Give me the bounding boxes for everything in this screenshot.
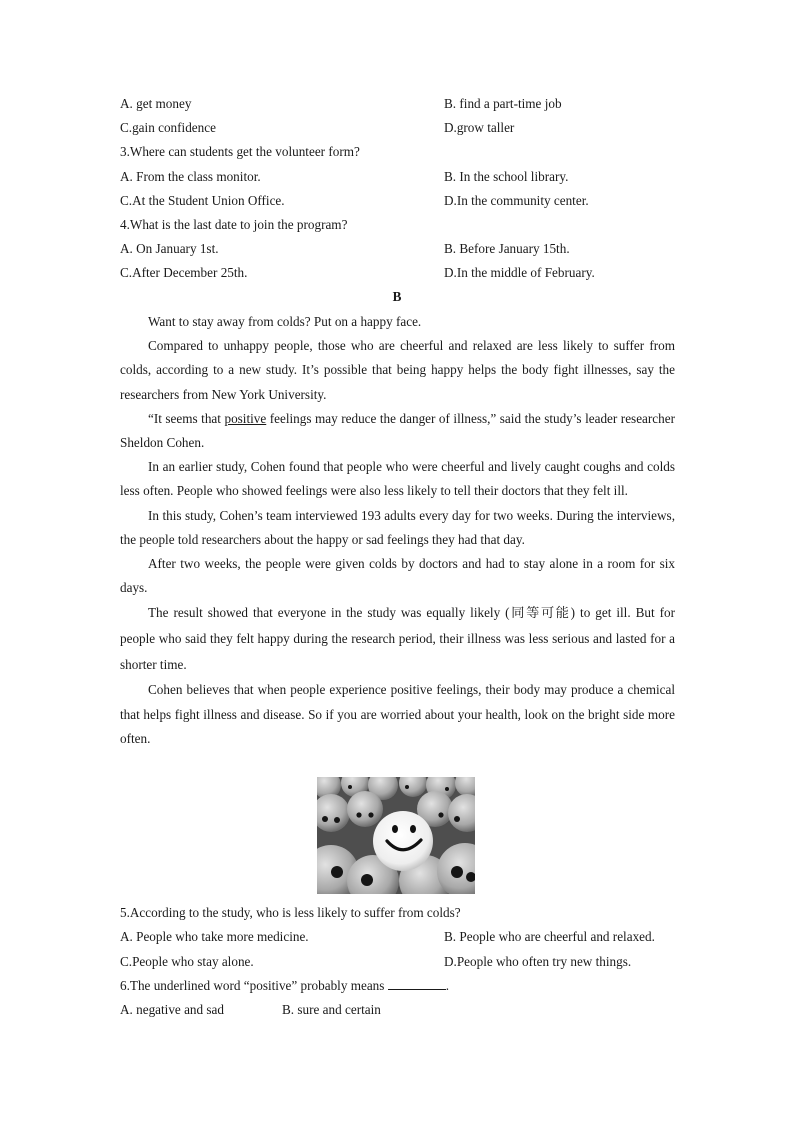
- paragraph-3-start: “It seems that: [148, 410, 225, 426]
- q5-option-d: D.People who often try new things.: [444, 954, 632, 969]
- q5-option-b: B. People who are cheerful and relaxed.: [444, 929, 655, 944]
- passage-paragraph-3: [120, 407, 675, 455]
- q2-option-c: C.gain confidence: [120, 120, 216, 135]
- q2-options-row-1: [120, 92, 675, 116]
- passage-paragraph-6: After two weeks, the people were given colds by doctors and had to stay alone in a room for six days.: [120, 556, 675, 596]
- q3-option-c: C.At the Student Union Office.: [120, 193, 285, 208]
- passage-paragraph-5: In this study, Cohen’s team interviewed 193 adults every day for two weeks. During the interviews, the people told researchers about the happy or sad feelings they had that day.: [120, 507, 675, 547]
- q6-question-text: 6.The underlined word “positive” probably means: [120, 978, 388, 993]
- q2-option-d: D.grow taller: [444, 120, 515, 135]
- q4-options-row-1: [120, 237, 675, 261]
- underlined-word-positive: positive: [224, 410, 267, 426]
- q3-option-d: D.In the community center.: [444, 193, 589, 208]
- q2-option-a: A. get money: [120, 96, 192, 111]
- q4-question: 4.What is the last date to join the program?: [120, 217, 348, 232]
- section-heading: B: [392, 289, 402, 304]
- smiley-face-balls-icon: [317, 777, 475, 894]
- q3-option-b: B. In the school library.: [444, 169, 569, 184]
- smiley-face-photo: [317, 777, 475, 894]
- q5-options-row-1: [120, 925, 675, 949]
- reading-passage: [120, 310, 675, 751]
- q6-option-a: A. negative and sad: [120, 1002, 224, 1017]
- q5-question: 5.According to the study, who is less likely to suffer from colds?: [120, 905, 461, 920]
- passage-paragraph-1: Want to stay away from colds? Put on a happy face.: [148, 314, 422, 329]
- q3-option-a: A. From the class monitor.: [120, 169, 261, 184]
- q6-question: [120, 974, 675, 998]
- paragraph-3-end: feelings may reduce the danger of illness,” said the study’s leader researcher Sheldon Cohen.: [120, 410, 675, 451]
- q3-options-row-2: [120, 189, 675, 213]
- q3-question: 3.Where can students get the volunteer form?: [120, 144, 360, 159]
- q6-question-period: .: [445, 978, 450, 993]
- q4-option-a: A. On January 1st.: [120, 241, 219, 256]
- q6-options-row-1: [120, 998, 675, 1022]
- passage-paragraph-7: The result showed that everyone in the study was equally likely (同等可能) to get ill. But for people who said they felt happy during the research period, their illness was less serious and lasted for a shorter time.: [120, 605, 675, 673]
- q5-option-a: A. People who take more medicine.: [120, 929, 309, 944]
- q5-options-row-2: [120, 950, 675, 974]
- passage-paragraph-2: Compared to unhappy people, those who are cheerful and relaxed are less likely to suffer from colds, according to a new study. It’s possible that being happy helps the body fight illnesses, say the researchers from New York University.: [120, 338, 675, 402]
- q5-option-c: C.People who stay alone.: [120, 954, 254, 969]
- passage-paragraph-8: Cohen believes that when people experience positive feelings, their body may produce a chemical that helps fight illness and disease. So if you are worried about your health, look on the bright side more often.: [120, 682, 675, 746]
- q4-options-row-2: [120, 261, 675, 285]
- q4-option-b: B. Before January 15th.: [444, 241, 570, 256]
- q3-options-row-1: [120, 165, 675, 189]
- q2-option-b: B. find a part-time job: [444, 96, 562, 111]
- q2-options-row-2: [120, 116, 675, 140]
- q4-option-d: D.In the middle of February.: [444, 265, 595, 280]
- answer-blank: [388, 975, 446, 990]
- passage-paragraph-4: In an earlier study, Cohen found that people who were cheerful and lively caught coughs and colds less often. People who showed feelings were also less likely to tell their doctors that they felt ill.: [120, 459, 675, 499]
- q6-option-b: B. sure and certain: [282, 1002, 381, 1017]
- q4-option-c: C.After December 25th.: [120, 265, 248, 280]
